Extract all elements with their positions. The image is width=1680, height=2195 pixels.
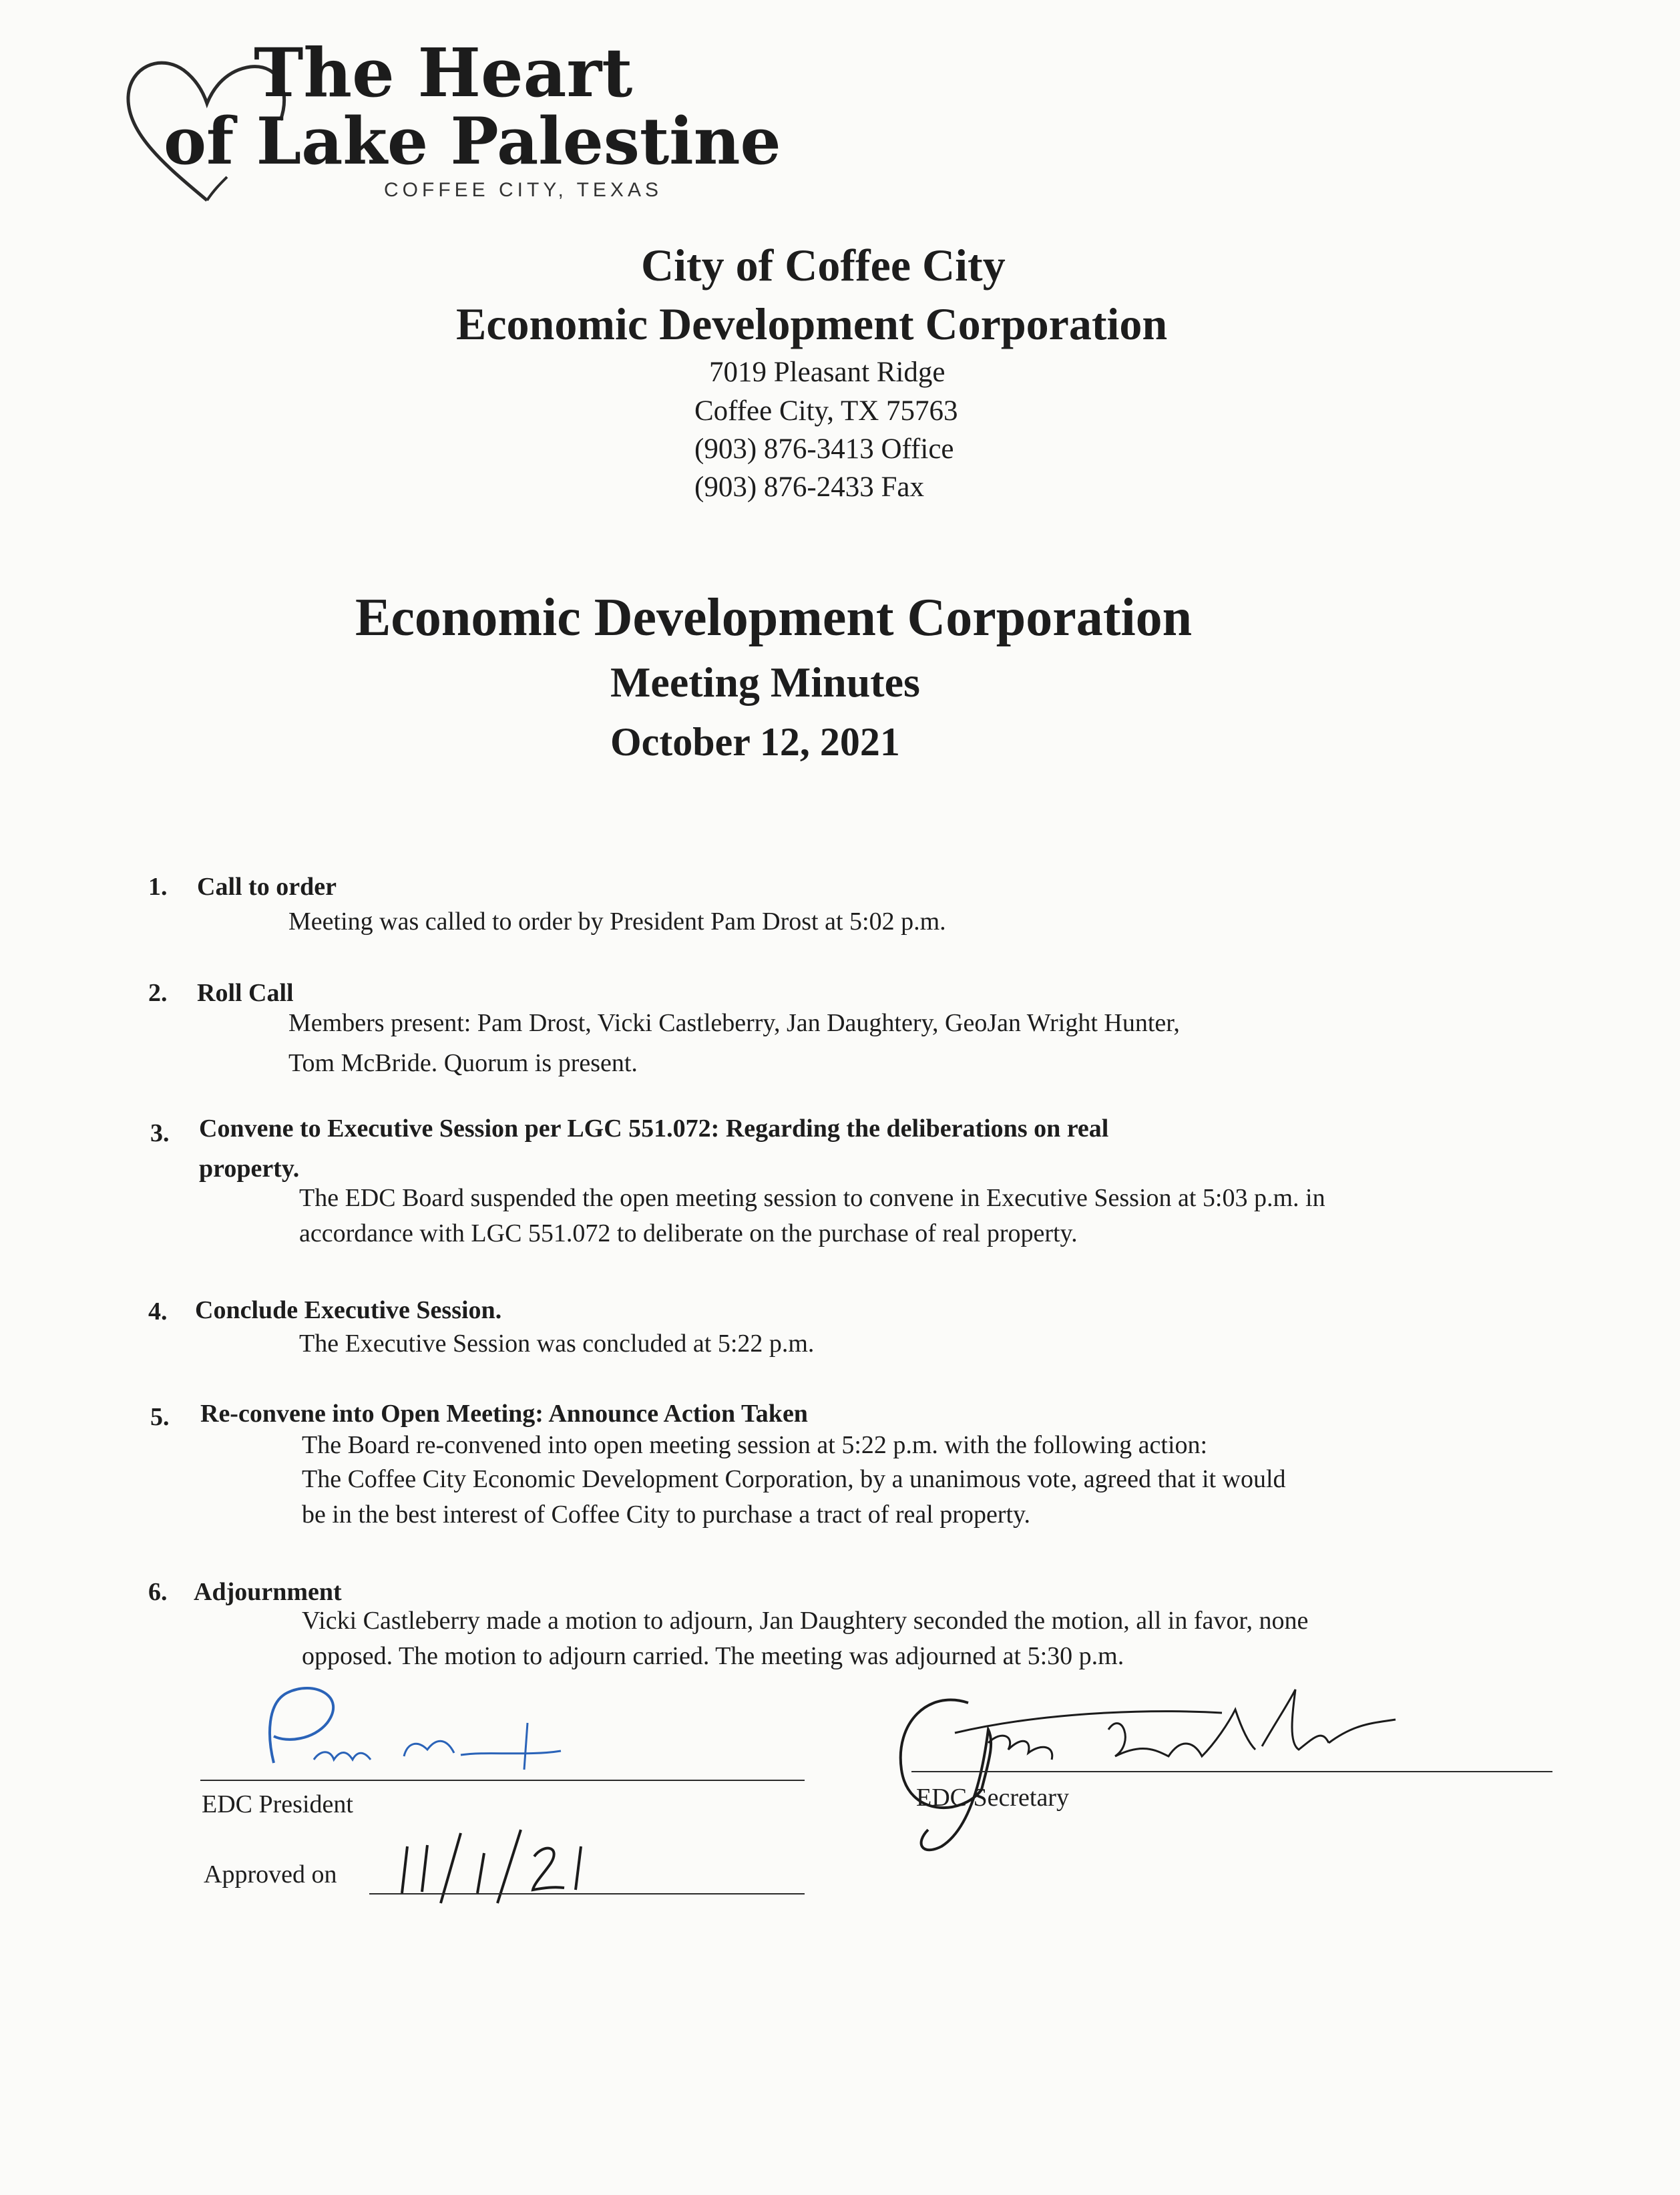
secretary-signature-line	[911, 1771, 1552, 1772]
item-heading: Conclude Executive Session.	[195, 1296, 502, 1324]
president-signature-line	[200, 1780, 805, 1781]
phone-office: (903) 876-3413 Office	[694, 433, 954, 465]
item-heading: Roll Call	[197, 979, 294, 1007]
item-number: 2.	[148, 979, 168, 1007]
president-label: EDC President	[202, 1790, 353, 1818]
item-number: 6.	[148, 1578, 168, 1606]
address-line: Coffee City, TX 75763	[694, 395, 958, 427]
approved-date-handwriting	[387, 1826, 614, 1907]
item-heading-cont: property.	[199, 1155, 300, 1183]
item-text: The Executive Session was concluded at 5:22 p.m.	[299, 1330, 815, 1358]
item-heading: Call to order	[197, 873, 337, 901]
item-text: The Coffee City Economic Development Corporation, by a unanimous vote, agreed that it would	[302, 1465, 1286, 1493]
approved-date-line	[369, 1893, 805, 1894]
item-number: 5.	[150, 1403, 170, 1431]
logo-line2: of Lake Palestine	[164, 104, 781, 179]
document-subtitle: Meeting Minutes	[610, 658, 920, 706]
secretary-label: EDC Secretary	[916, 1784, 1069, 1812]
president-signature	[247, 1676, 594, 1783]
item-text: The Board re-convened into open meeting session at 5:22 p.m. with the following action:	[302, 1431, 1208, 1459]
org-name: City of Coffee City	[641, 240, 1006, 290]
item-number: 4.	[148, 1298, 168, 1326]
item-text: Tom McBride. Quorum is present.	[288, 1049, 638, 1077]
item-text: be in the best interest of Coffee City to purchase a tract of real property.	[302, 1501, 1031, 1529]
item-number: 1.	[148, 873, 168, 901]
item-text: Vicki Castleberry made a motion to adjourn, Jan Daughtery seconded the motion, all in favor, none	[302, 1607, 1309, 1635]
item-text: Meeting was called to order by President Pam Drost at 5:02 p.m.	[288, 908, 946, 936]
item-number: 3.	[150, 1119, 170, 1147]
logo-line1: The Heart	[254, 33, 633, 112]
secretary-signature	[888, 1683, 1422, 1863]
phone-fax: (903) 876-2433 Fax	[694, 471, 924, 503]
org-subname: Economic Development Corporation	[456, 298, 1168, 349]
item-heading: Re-convene into Open Meeting: Announce Action Taken	[200, 1400, 808, 1428]
item-heading: Adjournment	[194, 1578, 342, 1606]
meeting-date: October 12, 2021	[610, 720, 900, 764]
item-text: Members present: Pam Drost, Vicki Castleberry, Jan Daughtery, GeoJan Wright Hunter,	[288, 1009, 1180, 1037]
item-text: The EDC Board suspended the open meeting session to convene in Executive Session at 5:03 p.m. in	[299, 1184, 1325, 1212]
address-line: 7019 Pleasant Ridge	[709, 357, 946, 388]
document-title: Economic Development Corporation	[355, 588, 1193, 647]
logo-subtitle: COFFEE CITY, TEXAS	[384, 179, 662, 201]
item-text: opposed. The motion to adjourn carried. The meeting was adjourned at 5:30 p.m.	[302, 1642, 1124, 1670]
item-heading: Convene to Executive Session per LGC 551.072: Regarding the deliberations on real	[199, 1115, 1109, 1143]
approved-label: Approved on	[204, 1860, 337, 1888]
item-text: accordance with LGC 551.072 to deliberate on the purchase of real property.	[299, 1219, 1078, 1247]
